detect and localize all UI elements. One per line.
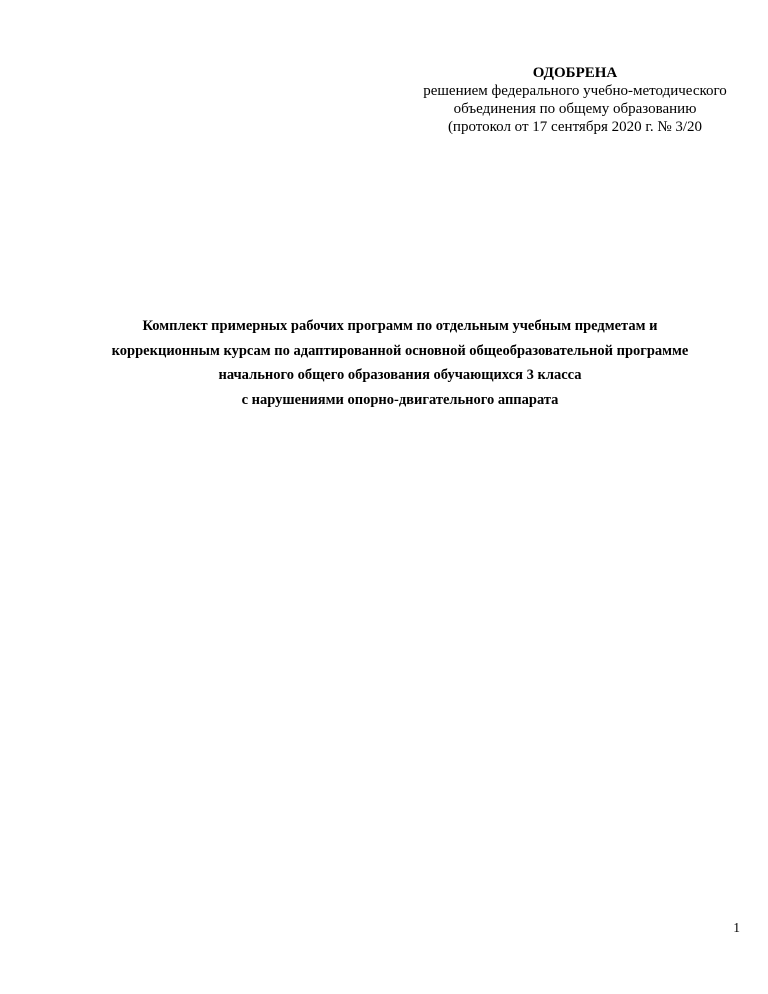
document-title — [60, 314, 740, 412]
approval-block — [410, 64, 740, 136]
document-title-line: начального общего образования обучающихся 3 класса — [218, 367, 582, 383]
document-title-line: Комплект примерных рабочих программ по отдельным учебным предметам и — [142, 318, 658, 334]
approval-line: решением федерального учебно-методического — [423, 83, 727, 99]
approval-line: объединения по общему образованию — [453, 101, 697, 117]
document-title-line: коррекционным курсам по адаптированной основной общеобразовательной программе — [111, 342, 689, 359]
page-number: 1 — [733, 920, 740, 935]
approval-title: ОДОБРЕНА — [532, 65, 618, 81]
approval-line: (протокол от 17 сентября 2020 г. № 3/20 — [447, 119, 703, 135]
document-title-line: с нарушениями опорно-двигательного аппарата — [241, 391, 559, 408]
